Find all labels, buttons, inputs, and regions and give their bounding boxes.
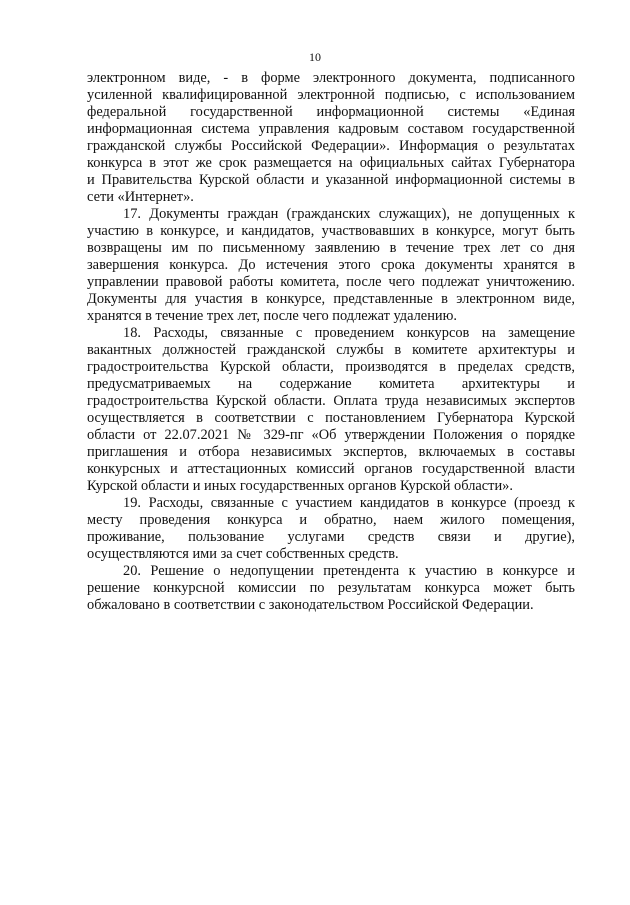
paragraph-20 xyxy=(87,563,575,614)
text-line: месту проведения конкурса и обратно, наем жилого помещения, xyxy=(87,512,575,528)
text-line: электронном виде, - в форме электронного документа, подписанного xyxy=(87,70,575,86)
text-line: конкурсных и аттестационных комиссий органов государственной власти xyxy=(87,461,575,477)
paragraph-cont xyxy=(87,70,575,206)
text-line: проживание, пользование услугами средств связи и другие), xyxy=(87,529,575,545)
text-line: возвращены им по письменному заявлению в течение трех лет со дня xyxy=(87,240,575,256)
text-line: усиленной квалифицированной электронной подписью, с использованием xyxy=(87,87,575,103)
text-line: области от 22.07.2021 № 329-пг «Об утверждении Положения о порядке xyxy=(87,427,575,443)
text-line: 20. Решение о недопущении претендента к участию в конкурсе и xyxy=(123,563,575,579)
text-line: осуществляются ими за счет собственных средств. xyxy=(87,546,399,562)
text-line: 19. Расходы, связанные с участием кандидатов в конкурсе (проезд к xyxy=(123,495,575,511)
text-line: Документы для участия в конкурсе, представленные в электронном виде, xyxy=(87,291,575,307)
text-line: 17. Документы граждан (гражданских служащих), не допущенных к xyxy=(123,206,575,222)
text-line: управлении правовой работы комитета, после чего подлежат уничтожению. xyxy=(87,274,575,290)
text-line: решение конкурсной комиссии по результатам конкурса может быть xyxy=(87,580,575,596)
text-line: обжаловано в соответствии с законодательством Российской Федерации. xyxy=(87,597,534,613)
text-line: градостроительства Курской области, производятся в пределах средств, xyxy=(87,359,575,375)
text-line: 18. Расходы, связанные с проведением конкурсов на замещение xyxy=(123,325,575,341)
text-line: предусматриваемых на содержание комитета архитектуры и xyxy=(87,376,575,392)
text-line: вакантных должностей гражданской службы в комитете архитектуры и xyxy=(87,342,575,358)
paragraph-19 xyxy=(87,495,575,563)
text-line: градостроительства Курской области. Оплата труда независимых экспертов xyxy=(87,393,575,409)
text-line: гражданской службы Российской Федерации». Информация о результатах xyxy=(87,138,575,154)
document-body xyxy=(87,70,575,614)
page-number: 10 xyxy=(309,50,321,64)
text-line: сети «Интернет». xyxy=(87,189,194,205)
paragraph-18 xyxy=(87,325,575,495)
paragraph-17 xyxy=(87,206,575,325)
text-line: федеральной государственной информационной системы «Единая xyxy=(87,104,575,120)
text-line: приглашения и отбора независимых экспертов, включаемых в составы xyxy=(87,444,575,460)
text-line: осуществляется в соответствии с постановлением Губернатора Курской xyxy=(87,410,575,426)
text-line: конкурса в этот же срок размещается на официальных сайтах Губернатора xyxy=(87,155,575,171)
text-line: и Правительства Курской области и указанной информационной системы в xyxy=(87,172,575,188)
text-line: участию в конкурсе, и кандидатов, участвовавших в конкурсе, могут быть xyxy=(87,223,575,239)
text-line: хранятся в течение трех лет, после чего подлежат удалению. xyxy=(87,308,457,324)
text-line: Курской области и иных государственных органов Курской области». xyxy=(87,478,513,494)
text-line: информационная система управления кадровым составом государственной xyxy=(87,121,575,137)
text-line: завершения конкурса. До истечения этого срока документы хранятся в xyxy=(87,257,575,273)
